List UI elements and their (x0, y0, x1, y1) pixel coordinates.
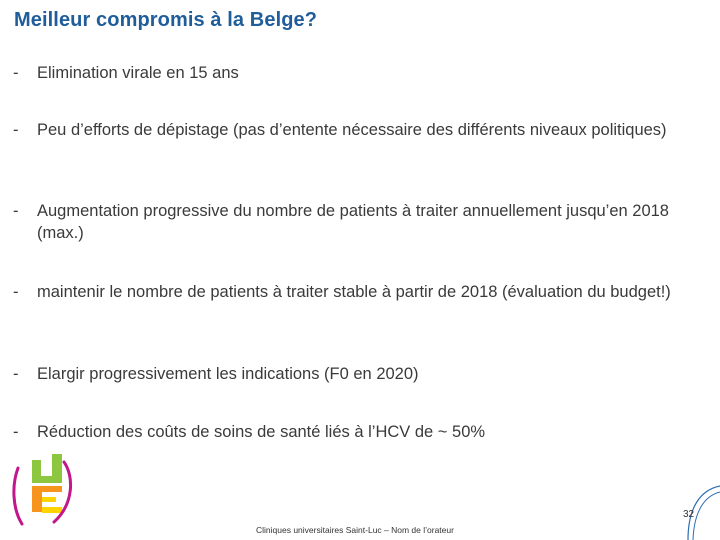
bullet-dash: - (13, 64, 19, 82)
bullet-text: Elimination virale en 15 ans (37, 64, 239, 82)
bullet-item (13, 200, 703, 244)
bullet-item (13, 421, 703, 443)
bullet-item (13, 119, 703, 141)
corner-decoration (630, 452, 720, 540)
slide-title: Meilleur compromis à la Belge? (14, 9, 318, 31)
bullet-text: Augmentation progressive du nombre de patients à traiter annuellement jusqu’en 2018 (max.) (37, 202, 669, 242)
bullet-item (13, 363, 703, 385)
bullet-dash: - (13, 423, 19, 441)
bullet-text: Peu d’efforts de dépistage (pas d’entente nécessaire des différents niveaux politiques) (37, 121, 667, 139)
bullet-text: Elargir progressivement les indications (F0 en 2020) (37, 365, 419, 383)
bullet-item (13, 62, 703, 84)
bullet-dash: - (13, 365, 19, 383)
bullet-dash: - (13, 283, 19, 301)
footer-text: Cliniques universitaires Saint-Luc – Nom de l’orateur (256, 525, 454, 535)
bullet-dash: - (13, 202, 19, 220)
bullet-text: maintenir le nombre de patients à traiter stable à partir de 2018 (évaluation du budget!) (37, 283, 671, 301)
page-number: 32 (683, 509, 695, 520)
bullet-item (13, 281, 703, 303)
bullet-text: Réduction des coûts de soins de santé liés à l’HCV de ~ 50% (37, 423, 486, 441)
institution-logo (8, 452, 80, 534)
bullet-dash: - (13, 121, 19, 139)
